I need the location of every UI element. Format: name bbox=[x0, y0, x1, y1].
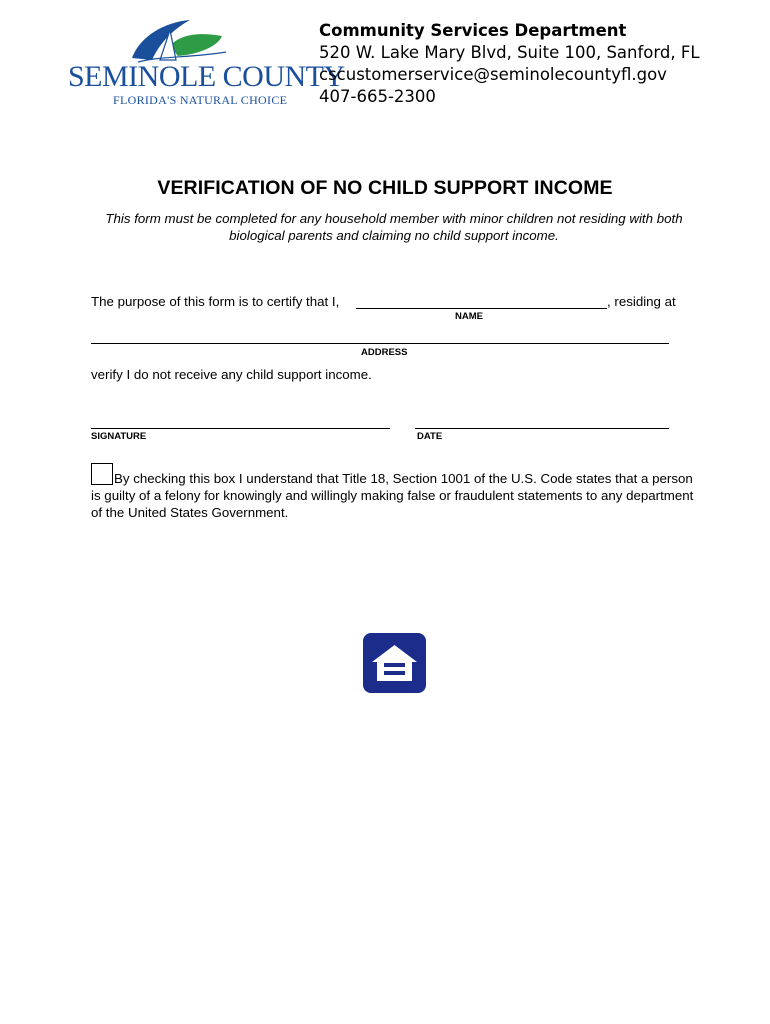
signature-caption: SIGNATURE bbox=[91, 431, 147, 442]
date-caption: DATE bbox=[417, 431, 443, 442]
contact-block bbox=[319, 20, 700, 108]
department-email: cscustomerservice@seminolecountyfl.gov bbox=[319, 65, 667, 84]
form-instructions: This form must be completed for any household member with minor children not residing with both biological parents and claiming no child support income. bbox=[105, 211, 683, 243]
name-caption: NAME bbox=[455, 311, 483, 322]
logo-tagline: FLORIDA'S NATURAL CHOICE bbox=[113, 93, 288, 107]
equal-housing-opportunity-icon bbox=[363, 633, 426, 693]
verify-statement: verify I do not receive any child support income. bbox=[91, 367, 372, 382]
attestation-text: By checking this box I understand that Title 18, Section 1001 of the U.S. Code states that a person is guilty of a felony for knowingly and willingly making false or fraudulent statements to any department of the United States Government. bbox=[91, 471, 694, 520]
logo-emblem-icon bbox=[130, 16, 230, 66]
signature-field[interactable] bbox=[91, 428, 390, 429]
form-title: VERIFICATION OF NO CHILD SUPPORT INCOME bbox=[157, 177, 613, 199]
department-name: Community Services Department bbox=[319, 21, 627, 40]
purpose-suffix: , residing at bbox=[607, 294, 676, 309]
department-address: 520 W. Lake Mary Blvd, Suite 100, Sanford, FL bbox=[319, 43, 700, 62]
seminole-county-logo bbox=[68, 16, 345, 110]
purpose-prefix: The purpose of this form is to certify that I, bbox=[91, 294, 340, 309]
address-caption: ADDRESS bbox=[361, 347, 408, 358]
address-field[interactable] bbox=[91, 343, 669, 344]
department-phone: 407-665-2300 bbox=[319, 87, 436, 106]
date-field[interactable] bbox=[415, 428, 669, 429]
logo-name: SEMINOLE COUNTY bbox=[68, 60, 345, 93]
name-field[interactable] bbox=[356, 308, 607, 309]
